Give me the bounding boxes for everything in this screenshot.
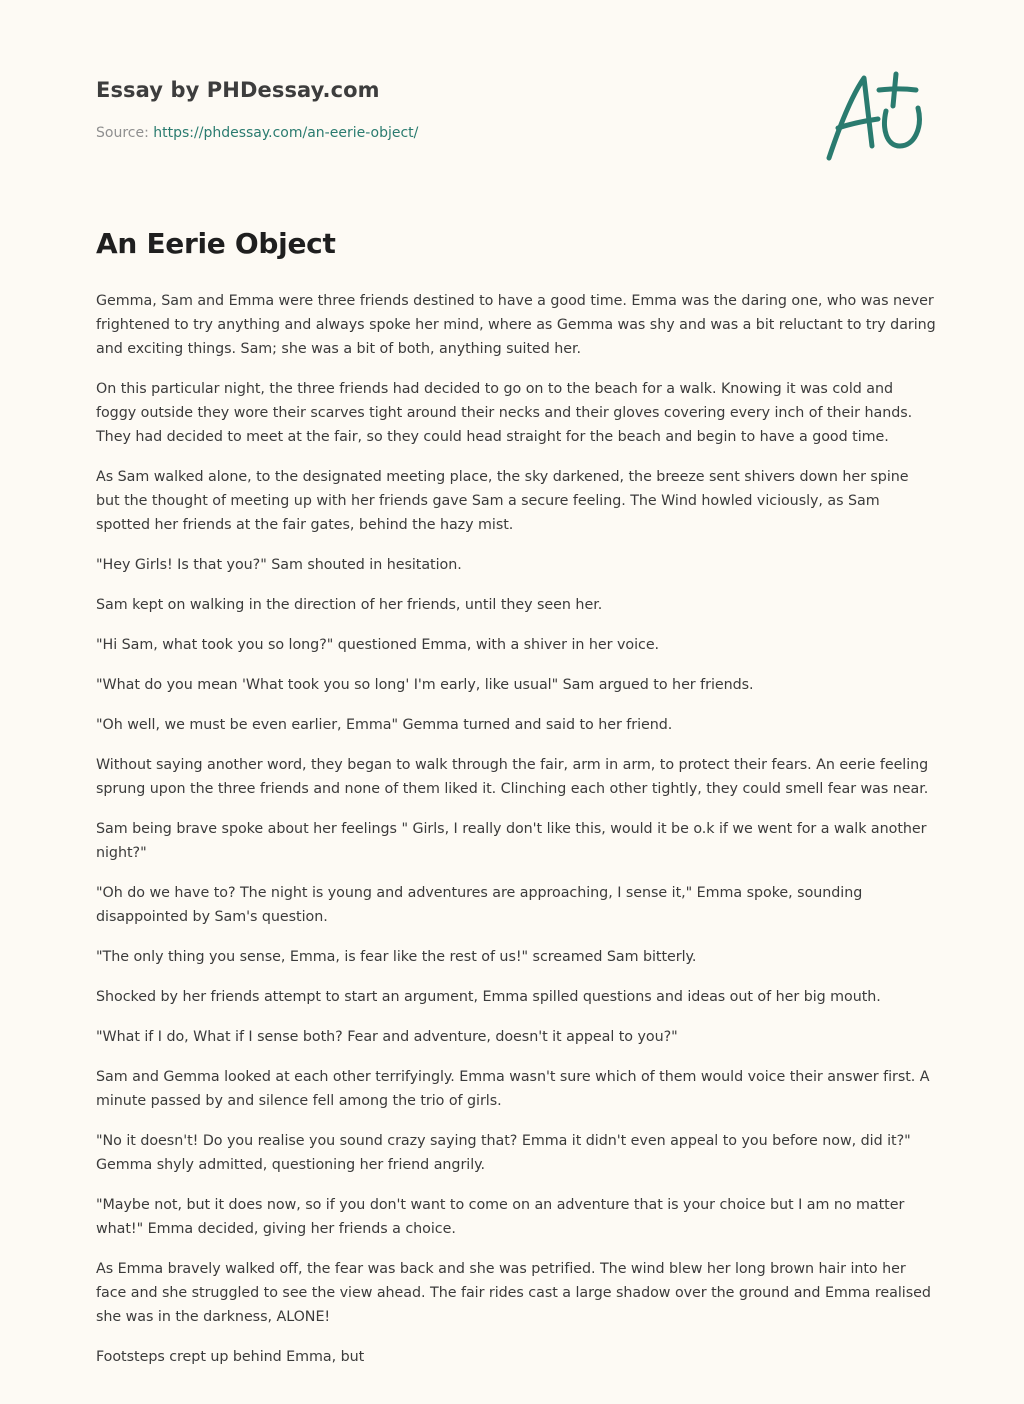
paragraph: As Emma bravely walked off, the fear was back and she was petrified. The wind blew her long brown hair into her face and she struggled to see the view ahead. The fair rides cast a large shadow over the ground and Emma realised she was in the darkness, ALONE! [96,1261,931,1325]
paragraph: On this particular night, the three friends had decided to go on to the beach for a walk. Knowing it was cold and foggy outside they wore their scarves tight around their necks and their gloves covering every inch of their hands. They had decided to meet at the fair, so they could head straight for the beach and begin to have a good time. [96,381,913,445]
paragraph: "Oh do we have to? The night is young and adventures are approaching, I sense it," Emma spoke, sounding disappointed by Sam's question. [96,885,863,925]
paragraph: Shocked by her friends attempt to start an argument, Emma spilled questions and ideas out of her big mouth. [96,989,881,1005]
paragraph: "What if I do, What if I sense both? Fear and adventure, doesn't it appeal to you?" [96,1029,678,1045]
paragraph: "The only thing you sense, Emma, is fear like the rest of us!" screamed Sam bitterly. [96,949,697,965]
page-header [96,74,936,144]
paragraph: As Sam walked alone, to the designated meeting place, the sky darkened, the breeze sent shivers down her spine but the thought of meeting up with her friends gave Sam a secure feeling. The Wind howled viciously, as Sam spotted her friends at the fair gates, behind the hazy mist. [96,469,909,533]
article-title: An Eerie Object [96,227,336,260]
paragraph: Gemma, Sam and Emma were three friends destined to have a good time. Emma was the daring one, who was never frightened to try anything and always spoke her mind, where as Gemma was shy and was a bit reluctant to try daring and exciting things. Sam; she was a bit of both, anything suited her. [96,293,936,357]
paragraph: Sam and Gemma looked at each other terrifyingly. Emma wasn't sure which of them would voice their answer first. A minute passed by and silence fell among the trio of girls. [96,1069,930,1109]
a-plus-logo-icon [820,66,930,166]
source-label: Source: [96,125,154,141]
paragraph: "Hi Sam, what took you so long?" questioned Emma, with a shiver in her voice. [96,637,660,653]
paragraph: Without saying another word, they began to walk through the fair, arm in arm, to protect their fears. An eerie feeling sprung upon the three friends and none of them liked it. Clinching each other tightly, they could smell fear was near. [96,757,929,797]
paragraph: Sam being brave spoke about her feelings " Girls, I really don't like this, would it be o.k if we went for a walk another night?" [96,821,927,861]
article [96,222,936,1385]
paragraph: "Oh well, we must be even earlier, Emma" Gemma turned and said to her friend. [96,717,673,733]
paragraph: Sam kept on walking in the direction of her friends, until they seen her. [96,597,603,613]
source-link[interactable]: https://phdessay.com/an-eerie-object/ [153,125,419,141]
paragraph: "No it doesn't! Do you realise you sound crazy saying that? Emma it didn't even appeal to you before now, did it?" Gemma shyly admitted, questioning her friend angrily. [96,1133,911,1173]
brand-title: Essay by PHDessay.com [96,78,380,102]
source-line [96,122,936,144]
paragraph: "Hey Girls! Is that you?" Sam shouted in hesitation. [96,557,462,573]
paragraph: "What do you mean 'What took you so long' I'm early, like usual" Sam argued to her friends. [96,677,754,693]
paragraph: Footsteps crept up behind Emma, but [96,1349,365,1365]
paragraph: "Maybe not, but it does now, so if you don't want to come on an adventure that is your choice but I am no matter what!" Emma decided, giving her friends a choice. [96,1197,905,1237]
